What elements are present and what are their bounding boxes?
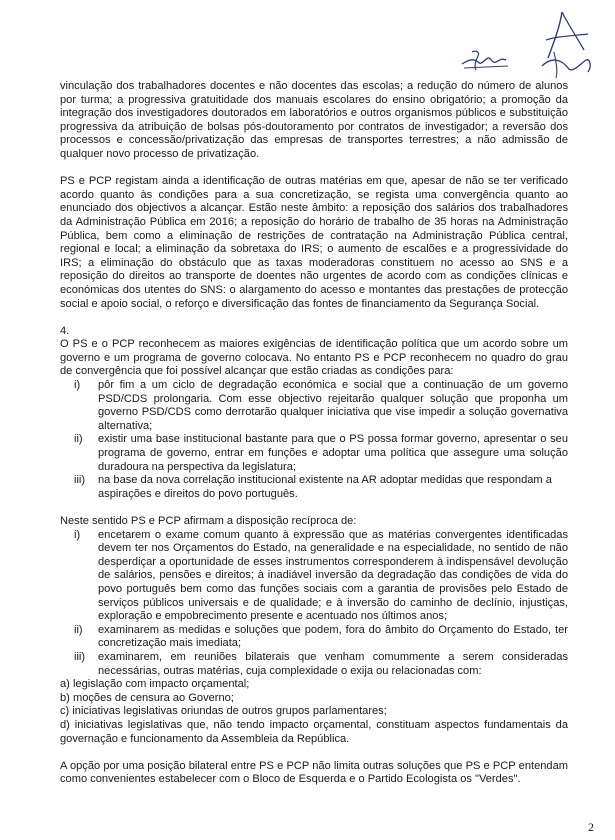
paragraph-5: A opção por uma posição bilateral entre PS e PCP não limita outras soluções que PS e PCP entendam como convenientes estabelecer com o Bloco de Esquerda e o Partido Ecologista os "Verdes".: [60, 759, 568, 786]
list-text: examinarem, em reuniões bilaterais que venham comummente a serem consideradas necessárias, outras matérias, cuja complexidade o exija ou relacionadas com:: [98, 650, 568, 677]
list-text: pôr fim a um ciclo de degradação económica e social que a continuação de um governo PSD/CDS prolongaria. Com esse objectivo rejeitarão qualquer solução que proponha um governo PSD/CDS como derrotarão qualquer iniciativa que vise impedir a solução governativa alternativa;: [98, 379, 568, 432]
sublist-item-b: b) moções de censura ao Governo;: [60, 691, 234, 704]
page-number: 2: [588, 820, 594, 834]
list-text: na base da nova correlação institucional existente na AR adoptar medidas que respondam a aspirações e direitos do povo português.: [98, 474, 552, 500]
list-item: [60, 529, 568, 624]
list-marker: iii): [74, 650, 86, 663]
signature-mark: [458, 40, 518, 74]
list-item: [60, 433, 568, 474]
list-item: [60, 474, 568, 501]
sublist-item-a: a) legislação com impacto orçamental;: [60, 678, 250, 691]
paragraph-3: O PS e o PCP reconhecem as maiores exigências de identificação política que um acordo sobre um governo e um programa de governo colocava. No entanto PS e PCP reconhecem no quadro do grau de convergência que foi possível alcançar que estão criadas as condições para:: [60, 338, 568, 378]
paragraph-1: vinculação dos trabalhadores docentes e não docentes das escolas; a redução do número de alunos por turma; a progressiva gratuitidade dos manuais escolares do ensino obrigatório; a promoção da integração dos investigadores doutorados em laboratórios e outros organismos públicos e substituição progressiva da atribuição de bolsas pós-doutoramento por contratos de investigador; a reversão dos processos e concessão/privatização das empresas de transportes terrestres; a não admissão de qualquer novo processo de privatização.: [60, 80, 568, 160]
list-item: [60, 624, 568, 651]
sublist-item-c: c) iniciativas legislativas oriundas de outros grupos parlamentares;: [60, 705, 387, 718]
initials-mark: [532, 6, 602, 82]
list-marker: i): [74, 528, 81, 541]
list-item: [60, 651, 568, 678]
commitments-list: [60, 529, 568, 679]
list-text: encetarem o exame comum quanto à expressão que as matérias convergentes identificadas devem ter nos Orçamentos do Estado, na generalidade e na especialidade, no sentido de não desperdiçar a oportunidade de esses instrumentos corresponderem à indispensável devolução de salários, pensões e direitos; à inadiável inversão da degradação das condições de vida do povo português bem como das funções sociais com a garantia de provisões pelo Estado de serviços públicos universais e de qualidade; e à inversão do caminho de declínio, injustiças, exploração e empobrecimento presente e acentuado nos últimos anos;: [98, 528, 568, 623]
list-marker: iii): [74, 474, 86, 487]
section-number: 4.: [60, 324, 70, 337]
list-marker: ii): [74, 623, 83, 636]
sublist-item-d: d) iniciativas legislativas que, não tendo impacto orçamental, constituam aspectos fundamentais da governação e funcionamento da Assembleia da República.: [60, 718, 568, 745]
document-body: [60, 80, 568, 787]
conditions-list: [60, 379, 568, 501]
list-text: existir uma base institucional bastante para que o PS possa formar governo, apresentar o seu programa de governo, entrar em funções e adoptar uma política que assegure uma solução duradoura na perspectiva da legislatura;: [98, 433, 568, 473]
paragraph-2: PS e PCP registam ainda a identificação de outras matérias em que, apesar de não se ter verificado acordo quanto às condições para a sua concretização, se regista uma convergência quanto ao enunciado dos objectivos a alcançar. Estão neste âmbito: a reposição dos salários dos trabalhadores da Administração Pública em 2016; a reposição do horário de trabalho de 35 horas na Administração Pública, bem como a eliminação de restrições de contratação na Administração Pública central, regional e local; a eliminação da sobretaxa do IRS; o aumento de escalões e a progressividade do IRS; a eliminação do obstáculo que as taxas moderadoras constituem no acesso ao SNS e a reposição do direitos ao transporte de doentes não urgentes de acordo com as condições clínicas e económicas dos utentes do SNS: o alargamento do acesso e montantes das prestações de protecção social e apoio social, o reforço e diversificação das fontes de financiamento da Segurança Social.: [60, 175, 568, 310]
list-marker: ii): [74, 433, 83, 446]
list-marker: i): [74, 379, 81, 392]
paragraph-4: Neste sentido PS e PCP afirmam a disposição recíproca de:: [60, 515, 357, 527]
list-item: [60, 379, 568, 433]
list-text: examinarem as medidas e soluções que podem, fora do âmbito do Orçamento do Estado, ter concretização mais imediata;: [98, 623, 568, 650]
